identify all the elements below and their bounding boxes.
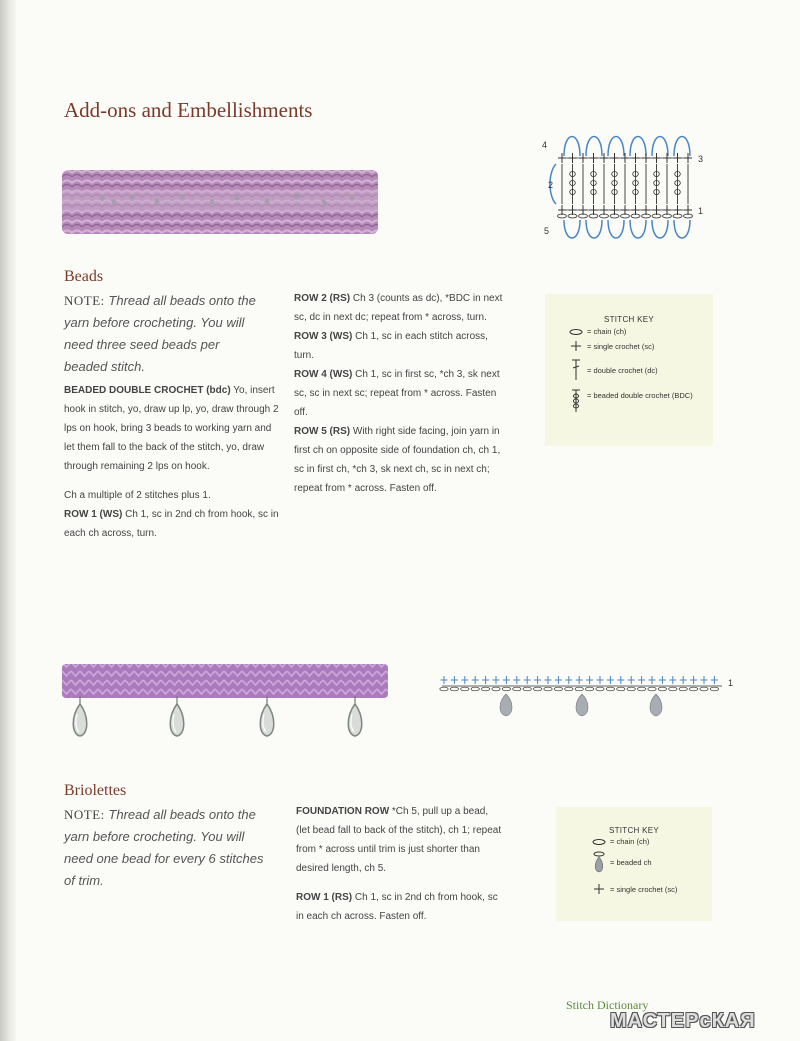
briolettes-instructions <box>296 802 504 926</box>
chain-symbol <box>679 687 687 691</box>
single-crochet-symbol <box>565 676 572 684</box>
single-crochet-symbol <box>611 205 619 215</box>
chain-symbol <box>648 687 656 691</box>
single-crochet-symbol <box>545 676 552 684</box>
row-label-4: 4 <box>542 140 548 150</box>
chain-symbol <box>606 687 614 691</box>
single-crochet-symbol <box>607 676 614 684</box>
watermark: МАСТЕРсКАЯ <box>610 1010 756 1032</box>
single-crochet-symbol <box>600 205 608 215</box>
single-crochet-symbol <box>590 153 598 163</box>
bead-drop <box>500 694 512 716</box>
single-crochet-symbol <box>558 205 566 215</box>
instruction-foundation-row: FOUNDATION ROW *Ch 5, pull up a bead, (let bead fall to back of the stitch), ch 1; repeat from * across until trim is just shorter than desired length, ch 5. <box>296 806 502 874</box>
chain-symbol <box>461 687 469 691</box>
single-crochet-symbol <box>684 153 692 163</box>
book-spine-shadow <box>0 0 16 1041</box>
chain-icon <box>565 328 587 336</box>
chain-symbol <box>710 687 718 691</box>
key-item-chain: = chain (ch) <box>588 837 712 846</box>
single-crochet-symbol <box>534 676 541 684</box>
row-label-1: 1 <box>728 678 734 688</box>
briolette-bead <box>170 704 184 736</box>
single-crochet-symbol <box>579 205 587 215</box>
beads-note <box>64 290 264 378</box>
single-crochet-symbol <box>569 205 577 215</box>
row-label-3: 3 <box>698 154 704 164</box>
note-text: Thread all beads onto the yarn before crocheting. You will need three seed beads per beaded stitch. <box>64 293 256 374</box>
single-crochet-symbol <box>441 676 448 684</box>
single-crochet-symbol <box>590 205 598 215</box>
instruction-row-1: ROW 1 (RS) Ch 1, sc in 2nd ch from hook, sc in each ch across. Fasten off. <box>296 892 498 922</box>
single-crochet-symbol <box>524 676 531 684</box>
single-crochet-symbol <box>611 153 619 163</box>
briolettes-heading: Briolettes <box>64 782 127 799</box>
key-item-single-crochet: = single crochet (sc) <box>588 883 712 895</box>
briolette-bead <box>73 704 87 736</box>
single-crochet-symbol <box>684 205 692 215</box>
stitch-key-title: STITCH KEY <box>608 826 660 835</box>
chain-arch-row5 <box>564 220 580 238</box>
instruction-row-3: ROW 3 (WS) Ch 1, sc in each stitch across, turn. <box>294 331 488 361</box>
bead-drop <box>650 694 662 716</box>
single-crochet-symbol <box>663 205 671 215</box>
chain-symbol <box>544 687 552 691</box>
key-item-single-crochet: = single crochet (sc) <box>565 340 713 352</box>
chain-arch-row5 <box>586 220 602 238</box>
chain-symbol <box>627 687 635 691</box>
single-crochet-icon <box>588 883 610 895</box>
chain-symbol <box>440 687 448 691</box>
beads-heading: Beads <box>64 268 104 285</box>
single-crochet-symbol <box>642 205 650 215</box>
single-crochet-symbol <box>653 205 661 215</box>
key-item-beaded-double-crochet: = beaded double crochet (BDC) <box>565 388 713 414</box>
single-crochet-symbol <box>461 676 468 684</box>
beaded-chain-icon <box>588 851 610 873</box>
single-crochet-symbol <box>680 676 687 684</box>
chain-symbol <box>471 687 479 691</box>
single-crochet-symbol <box>711 676 718 684</box>
chain-symbol <box>450 687 458 691</box>
page-title: Add-ons and Embellishments <box>64 98 313 122</box>
chain-symbol <box>700 687 708 691</box>
briolettes-trim-photo <box>62 660 388 768</box>
single-crochet-symbol <box>649 676 656 684</box>
chain-arch-row5 <box>630 220 646 238</box>
single-crochet-symbol <box>513 676 520 684</box>
single-crochet-symbol <box>451 676 458 684</box>
single-crochet-symbol <box>701 676 708 684</box>
single-crochet-symbol <box>653 153 661 163</box>
single-crochet-symbol <box>576 676 583 684</box>
chain-symbol <box>565 687 573 691</box>
chain-symbol <box>502 687 510 691</box>
chain-symbol <box>481 687 489 691</box>
row-label-5: 5 <box>544 226 550 236</box>
chain-icon <box>588 838 610 846</box>
chain-arch-row4 <box>608 137 624 157</box>
chain-arch-row4 <box>652 137 668 157</box>
chain-arch-row5 <box>608 220 624 238</box>
single-crochet-symbol <box>586 676 593 684</box>
chain-symbol <box>554 687 562 691</box>
single-crochet-symbol <box>472 676 479 684</box>
chain-symbol <box>492 687 500 691</box>
chain-symbol <box>617 687 625 691</box>
single-crochet-symbol <box>663 153 671 163</box>
chain-symbol <box>575 687 583 691</box>
single-crochet-symbol <box>617 676 624 684</box>
row-label-2: 2 <box>548 180 554 190</box>
single-crochet-symbol <box>482 676 489 684</box>
single-crochet-symbol <box>638 676 645 684</box>
key-item-double-crochet: = double crochet (dc) <box>565 358 713 382</box>
single-crochet-symbol <box>621 153 629 163</box>
beads-stitch-diagram <box>540 120 720 250</box>
briolettes-stitch-key <box>556 807 712 921</box>
chain-arch-row5 <box>674 220 690 238</box>
single-crochet-symbol <box>555 676 562 684</box>
chain-symbol <box>689 687 697 691</box>
single-crochet-symbol <box>600 153 608 163</box>
single-crochet-symbol <box>690 676 697 684</box>
single-crochet-symbol <box>632 153 640 163</box>
single-crochet-symbol <box>503 676 510 684</box>
chain-symbol <box>513 687 521 691</box>
briolette-bead <box>348 704 362 736</box>
single-crochet-symbol <box>558 153 566 163</box>
beaded-double-crochet-icon <box>565 388 587 414</box>
single-crochet-symbol <box>597 676 604 684</box>
single-crochet-icon <box>565 340 587 352</box>
instruction-multiple: Ch a multiple of 2 stitches plus 1. <box>64 490 211 501</box>
briolette-bead <box>260 704 274 736</box>
single-crochet-symbol <box>569 153 577 163</box>
chain-symbol <box>596 687 604 691</box>
note-label: NOTE: <box>64 293 105 308</box>
chain-symbol <box>669 687 677 691</box>
instruction-row-2: ROW 2 (RS) Ch 3 (counts as dc), *BDC in next sc, dc in next dc; repeat from * across, turn. <box>294 293 503 323</box>
beads-instructions-col2 <box>294 289 508 498</box>
chain-symbol <box>637 687 645 691</box>
single-crochet-symbol <box>669 676 676 684</box>
instruction-row-4: ROW 4 (WS) Ch 1, sc in first sc, *ch 3, sk next sc, sc in next sc; repeat from * across. Fasten off. <box>294 369 500 418</box>
key-item-beaded-chain: = beaded ch <box>588 851 712 873</box>
chain-arch-row5 <box>652 220 668 238</box>
chain-arch-row4 <box>630 137 646 157</box>
single-crochet-symbol <box>659 676 666 684</box>
beads-trim-photo <box>62 168 378 236</box>
single-crochet-symbol <box>621 205 629 215</box>
key-item-chain: = chain (ch) <box>565 327 713 336</box>
note-label: NOTE: <box>64 807 105 822</box>
chain-symbol <box>523 687 531 691</box>
single-crochet-symbol <box>493 676 500 684</box>
stitch-key-title: STITCH KEY <box>603 315 655 324</box>
page-footer: Stitch Dictionary <box>566 998 649 1012</box>
instruction-row-1: ROW 1 (WS) Ch 1, sc in 2nd ch from hook, sc in each ch across, turn. <box>64 509 279 539</box>
row-label-1: 1 <box>698 206 704 216</box>
single-crochet-symbol <box>628 676 635 684</box>
beads-instructions-col1 <box>64 381 282 543</box>
note-text: Thread all beads onto the yarn before crocheting. You will need one bead for every 6 stitches of trim. <box>64 807 264 888</box>
briolettes-note <box>64 804 270 892</box>
instruction-bdc: BEADED DOUBLE CROCHET (bdc) Yo, insert hook in stitch, yo, draw up lp, yo, draw through 2 lps on hook, bring 3 beads to working yarn and let them fall to the back of the stitch, yo, draw through remaining 2 lps on hook. <box>64 385 279 472</box>
single-crochet-symbol <box>674 205 682 215</box>
bead-drop <box>576 694 588 716</box>
instruction-row-5: ROW 5 (RS) With right side facing, join yarn in first ch on opposite side of foundation ch, ch 1, sc in first ch, *ch 3, sk next ch, sc in next ch; repeat from * across. Fasten off. <box>294 426 501 494</box>
single-crochet-symbol <box>632 205 640 215</box>
beads-stitch-key <box>545 294 713 446</box>
chain-symbol <box>658 687 666 691</box>
chain-symbol <box>533 687 541 691</box>
single-crochet-symbol <box>642 153 650 163</box>
chain-symbol <box>585 687 593 691</box>
briolettes-stitch-diagram <box>438 672 738 722</box>
double-crochet-icon <box>565 358 587 382</box>
